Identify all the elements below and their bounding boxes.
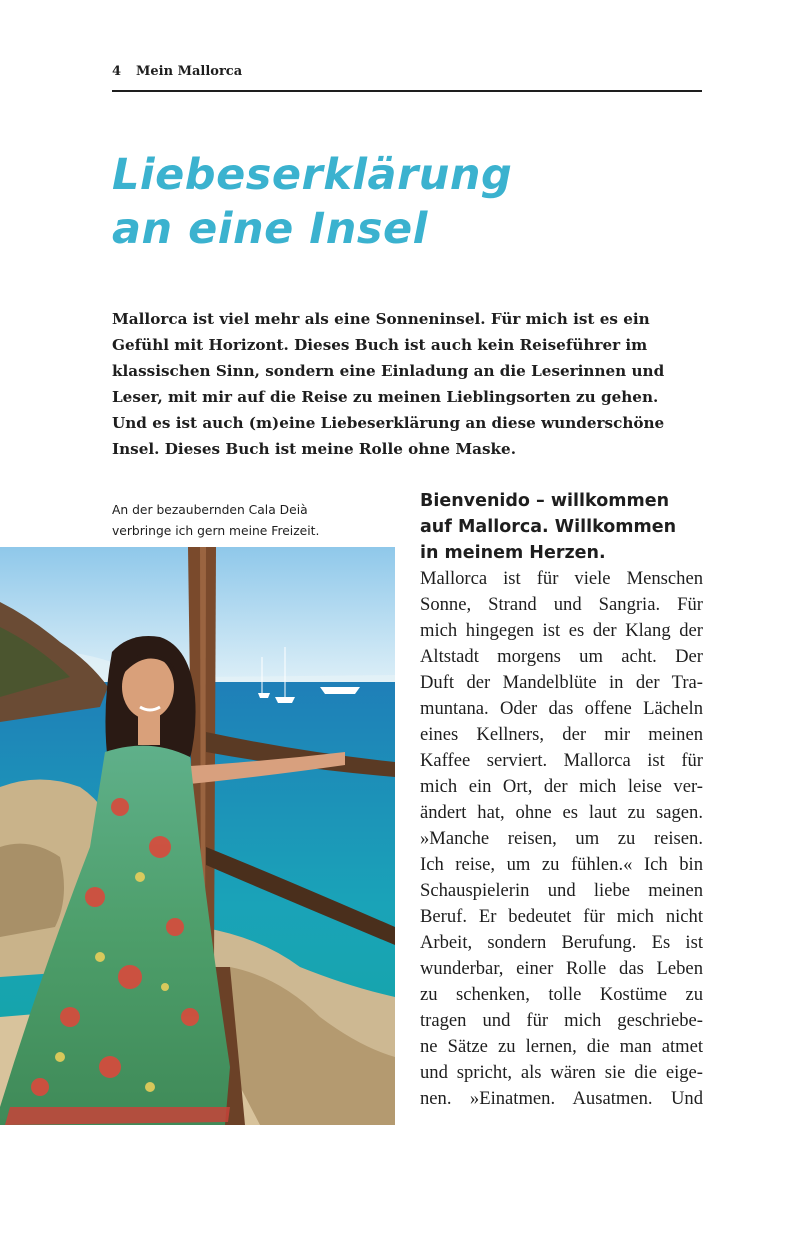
body-line: Kaffee serviert. Mallorca ist für: [420, 750, 703, 771]
intro-line: Leser, mit mir auf die Reise zu meinen Lieblingsorten zu gehen.: [112, 388, 659, 406]
cala-deia-photo: [0, 547, 395, 1125]
running-header: [112, 62, 702, 92]
heading-line: auf Mallorca. Willkommen: [420, 517, 677, 537]
caption-line: verbringe ich gern meine Freizeit.: [112, 524, 320, 538]
photo-caption: [112, 500, 382, 542]
body-line: Ich reise, um zu fühlen.« Ich bin: [420, 854, 703, 875]
body-line: Beruf. Er bedeutet für mich nicht: [420, 906, 703, 927]
body-line: »Manche reisen, um zu reisen.: [420, 828, 703, 849]
body-line: zu schenken, tolle Kostüme zu: [420, 984, 703, 1005]
intro-line: klassischen Sinn, sondern eine Einladung an die Leserinnen und: [112, 362, 665, 380]
body-line: ändert hat, ohne es laut zu sagen.: [420, 802, 703, 823]
body-line: wunderbar, einer Rolle das Leben: [420, 958, 703, 979]
body-column: [420, 566, 703, 1112]
body-line: Altstadt morgens um acht. Der: [420, 646, 703, 667]
section-heading: [420, 488, 720, 566]
heading-line: Bienvenido – willkommen: [420, 491, 670, 511]
intro-line: Insel. Dieses Buch ist meine Rolle ohne Maske.: [112, 440, 517, 458]
heading-line: in meinem Herzen.: [420, 543, 606, 563]
running-title: Mein Mallorca: [136, 64, 243, 79]
body-line: Arbeit, sondern Berufung. Es ist: [420, 932, 703, 953]
body-line: mich hingegen ist es der Klang der: [420, 620, 703, 641]
caption-line: An der bezaubernden Cala Deià: [112, 503, 308, 517]
page-number: 4: [112, 64, 122, 79]
body-line: ne Sätze zu lernen, die man atmet: [420, 1036, 703, 1057]
body-line: Duft der Mandelblüte in der Tra-: [420, 672, 703, 693]
chapter-title: [112, 148, 512, 256]
intro-line: Und es ist auch (m)eine Liebeserklärung an diese wunderschöne: [112, 414, 665, 432]
body-line: nen. »Einatmen. Ausatmen. Und: [420, 1088, 703, 1109]
chapter-title-line-2: an eine Insel: [112, 204, 428, 254]
body-line: eines Kellners, der mir meinen: [420, 724, 703, 745]
body-line: Sonne, Strand und Sangria. Für: [420, 594, 703, 615]
body-line: Schauspielerin und liebe meinen: [420, 880, 703, 901]
body-line: und spricht, als wären sie die eige-: [420, 1062, 703, 1083]
body-line: mich ein Ort, der mich leise ver-: [420, 776, 703, 797]
intro-line: Mallorca ist viel mehr als eine Sonneninsel. Für mich ist es ein: [112, 310, 650, 328]
chapter-title-line-1: Liebeserklärung: [112, 150, 513, 200]
body-line: Mallorca ist für viele Menschen: [420, 568, 703, 589]
intro-line: Gefühl mit Horizont. Dieses Buch ist auch kein Reiseführer im: [112, 336, 648, 354]
body-line: muntana. Oder das offene Lächeln: [420, 698, 703, 719]
body-line: tragen und für mich geschriebe-: [420, 1010, 703, 1031]
intro-paragraph: [112, 306, 704, 462]
